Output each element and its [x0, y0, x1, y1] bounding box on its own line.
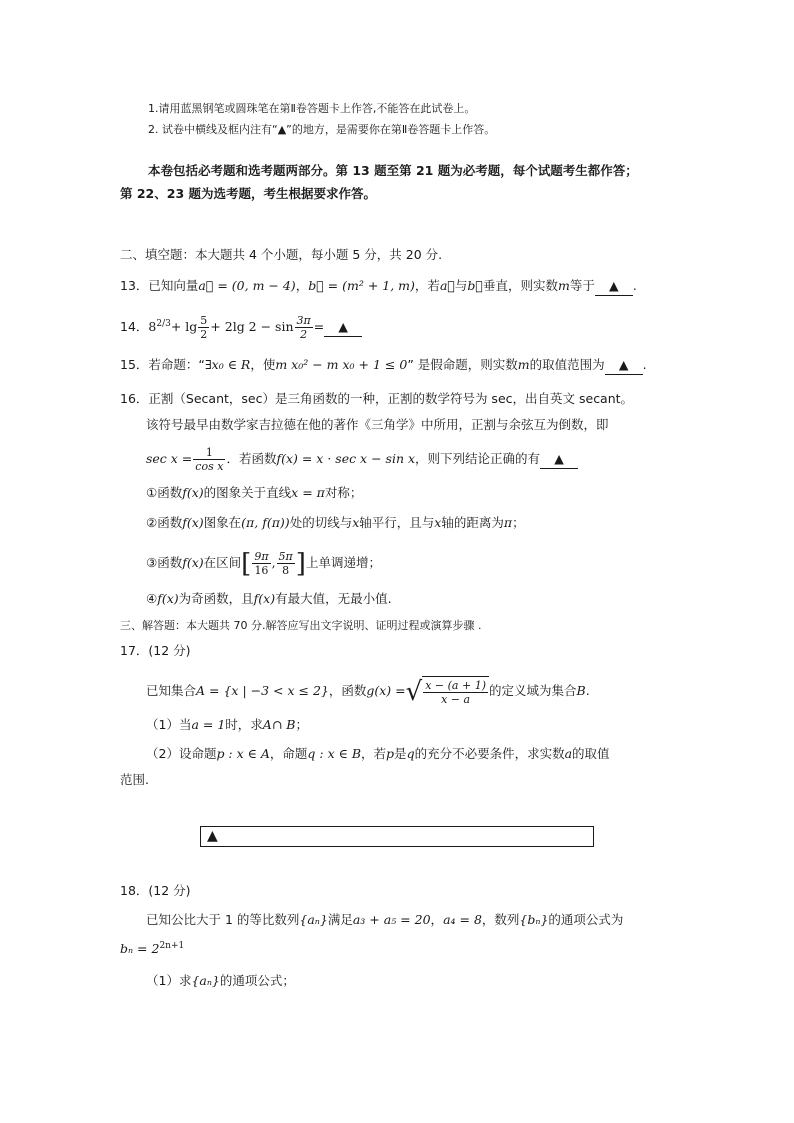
- q18-statement: [146, 911, 623, 929]
- q14-number: 14．: [120, 319, 149, 334]
- question-15: [120, 356, 647, 375]
- q14-text-2: + 2lg 2 − sin: [210, 319, 294, 334]
- intro-line-2: 第 22、23 题为选考题，考生根据要求作答。: [120, 186, 376, 201]
- q14-exponent: 2/3: [156, 318, 171, 329]
- q13-end: .: [632, 278, 637, 293]
- q18-bn-base: bₙ = 2: [120, 941, 160, 956]
- q17-set-a: A = {x | −3 < x ≤ 2}: [196, 683, 329, 698]
- q18-text-3: ，数列: [481, 912, 520, 927]
- q17-sqrt: √ $\frac{x - (a + 1)}{x - a}$: [406, 676, 489, 707]
- q17-heading: 17．(12 分): [120, 643, 191, 658]
- q16-number: 16．: [120, 391, 149, 406]
- q18-bn-formula: [120, 940, 184, 958]
- q14-base: 8: [148, 319, 157, 334]
- q14-fraction-1: $\frac{5}{2}$: [200, 314, 208, 341]
- q16-line-1-text: 正割（Secant，sec）是三角函数的一种，正割的数学符号为 sec，出自英文 secant。: [148, 391, 634, 406]
- note-2: 2. 试卷中横线及框内注有“▲”的地方，是需要你在第Ⅱ卷答题卡上作答。: [148, 123, 496, 136]
- q16-opt4-text-2: 有最大值，无最小值.: [275, 591, 392, 606]
- q13-text-4: 与: [454, 278, 468, 293]
- q13-answer-blank[interactable]: ▲: [595, 277, 633, 296]
- question-14: [120, 314, 362, 341]
- q18-p1-sequence: {aₙ}: [191, 973, 220, 988]
- q16-opt2-text-2: 处的切线与: [289, 515, 353, 530]
- answer-box[interactable]: [200, 826, 594, 847]
- q17-p2-text-1: ，命题: [269, 746, 308, 761]
- q17-text-1: 已知集合: [146, 683, 197, 698]
- q16-opt3-f: f(x): [182, 555, 204, 570]
- q17-p2-prop-p: p : x ∈ A: [216, 746, 270, 761]
- q16-text-2: ，则下列结论正确的有: [415, 451, 541, 466]
- q18-sep: ，: [430, 912, 444, 927]
- q16-option-1: [146, 484, 362, 502]
- q17-p2-text-3: 是: [394, 746, 407, 761]
- q16-opt3-fraction-1: $\frac{9\pi}{16}$: [254, 550, 269, 577]
- q17-set-b: B: [576, 683, 586, 698]
- q15-expr-2: m x₀² − m x₀ + 1 ≤ 0: [275, 357, 408, 372]
- q16-opt1-f: f(x): [182, 485, 204, 500]
- q16-line-2: 该符号最早由数学家吉拉德在他的著作《三角学》中所用，正割与余弦互为倒数，即: [146, 417, 609, 432]
- q18-eq-1: a₃ + a₅ = 20: [352, 912, 431, 927]
- q16-opt2-f: f(x): [182, 515, 204, 530]
- q17-p2-text-4: 的充分不必要条件，求实数: [414, 746, 565, 761]
- q18-sequence-b: {bₙ}: [519, 912, 549, 927]
- q17-text-2: ，函数: [328, 683, 367, 698]
- q16-opt2-x: x: [352, 515, 360, 530]
- q17-p2-q: q: [406, 746, 415, 761]
- q16-opt3-label: ③函数: [146, 555, 183, 570]
- q18-p1-text: 的通项公式；: [219, 973, 295, 988]
- q13-b: b⃗: [467, 278, 483, 293]
- q13-number: 13．: [120, 278, 149, 293]
- question-16-line-1: [120, 390, 633, 408]
- q16-opt1-label: ①函数: [146, 485, 183, 500]
- q14-answer-blank[interactable]: ▲: [324, 318, 362, 337]
- q16-opt2-x2: x: [434, 515, 442, 530]
- q18-p1-label: （1）求: [146, 973, 192, 988]
- q16-answer-blank[interactable]: ▲: [540, 450, 578, 469]
- q16-opt3-bracket-right: ]: [295, 548, 306, 579]
- q15-text-3: ” 是假命题，则实数: [407, 357, 518, 372]
- q17-p1-expr: a = 1: [191, 717, 226, 732]
- q16-opt3-fraction-2: $\frac{5\pi}{8}$: [278, 550, 293, 577]
- q16-opt4-f: f(x): [157, 591, 179, 606]
- q16-option-4: [146, 590, 392, 608]
- q13-a: a⃗: [439, 278, 455, 293]
- q16-opt4-label: ④: [146, 591, 158, 606]
- q17-part-2-line-2: 范围.: [120, 772, 149, 787]
- q15-m: m: [517, 357, 530, 372]
- q15-text-2: ，使: [250, 357, 276, 372]
- q13-text-1: 已知向量: [148, 278, 199, 293]
- q17-part-2: [146, 745, 610, 763]
- q17-p2-text-2: ，若: [361, 746, 387, 761]
- q16-opt3-text: 在区间: [203, 555, 242, 570]
- q16-opt4-text-1: 为奇函数，且: [178, 591, 254, 606]
- q13-text-8: 等于: [569, 278, 595, 293]
- q15-answer-blank[interactable]: ▲: [605, 356, 643, 375]
- q15-expr-1: ∃x₀ ∈ R: [204, 357, 251, 372]
- q18-text-2: 满足: [327, 912, 353, 927]
- q14-text-1: + lg: [170, 319, 198, 334]
- q15-number: 15．: [120, 357, 149, 372]
- section-3-title: 三、解答题：本大题共 70 分.解答应写出文字说明、证明过程或演算步骤 .: [120, 619, 482, 632]
- q15-text-1: 若命题：“: [148, 357, 205, 372]
- q18-text-1: 已知公比大于 1 的等比数列: [146, 912, 300, 927]
- q16-opt2-text-4: 轴的距离为: [441, 515, 504, 530]
- q18-text-4: 的通项公式为: [548, 912, 624, 927]
- q18-sequence-a: {aₙ}: [299, 912, 328, 927]
- section-2-title: 二、填空题：本大题共 4 个小题，每小题 5 分，共 20 分.: [120, 247, 443, 262]
- q17-p1-text: 时，求: [225, 717, 263, 732]
- q13-sep: ，: [295, 278, 309, 293]
- q13-text-2: ，若: [414, 278, 440, 293]
- q16-opt2-point: (π, f(π)): [241, 515, 290, 530]
- q17-g-lhs: g(x) =: [366, 683, 406, 698]
- q16-opt2-pi: π: [503, 515, 513, 530]
- q18-bn-exponent: 2n+1: [159, 940, 185, 951]
- q17-p1-end: ；: [295, 717, 308, 732]
- q16-sec-lhs: sec x =: [146, 451, 193, 466]
- q15-end: .: [642, 357, 647, 372]
- q17-part-1: [146, 716, 308, 734]
- q16-function: f(x) = x · sec x − sin x: [276, 451, 416, 466]
- q16-text-1: ．若函数: [226, 451, 277, 466]
- q16-opt2-label: ②函数: [146, 515, 183, 530]
- q16-line-3: [146, 446, 578, 473]
- q18-eq-2: a₄ = 8: [443, 912, 482, 927]
- q16-opt1-line: x = π: [291, 485, 325, 500]
- q17-p2-text-5: 的取值: [572, 746, 610, 761]
- q16-opt3-end: 上单调递增；: [305, 555, 381, 570]
- q18-part-1: [146, 972, 295, 990]
- q16-opt3-bracket-left: [: [241, 548, 252, 579]
- q16-option-2: [146, 514, 525, 532]
- q13-m: m: [557, 278, 570, 293]
- q17-p1-label: （1）当: [146, 717, 192, 732]
- q16-opt1-end: 对称；: [324, 485, 363, 500]
- q17-p1-intersection: A∩ B: [262, 717, 296, 732]
- q16-opt3-comma: ,: [271, 555, 276, 570]
- q17-text-3-end: .: [585, 683, 590, 698]
- q17-p2-a: a: [564, 746, 573, 761]
- q17-statement: [146, 676, 590, 707]
- q17-text-3: 的定义域为集合: [488, 683, 577, 698]
- q14-equals: =: [313, 319, 325, 334]
- q13-vector-b: b⃗ = (m² + 1, m): [308, 278, 415, 293]
- answer-box-mark: ▲: [207, 828, 218, 844]
- q18-heading: 18．(12 分): [120, 883, 191, 898]
- q16-sec-fraction: $\frac{1}{\text{cos x}}$: [195, 446, 224, 473]
- q16-opt1-text: 的图象关于直线: [203, 485, 292, 500]
- q16-opt4-f2: f(x): [253, 591, 276, 606]
- q16-opt2-text-3: 轴平行，且与: [359, 515, 435, 530]
- q13-vector-a: a⃗ = (0, m − 4): [198, 278, 296, 293]
- note-1: 1.请用蓝黑钢笔或圆珠笔在第Ⅱ卷答题卡上作答,不能答在此试卷上。: [148, 102, 476, 115]
- q17-p2-prop-q: q : x ∈ B: [307, 746, 362, 761]
- q17-p2-label: （2）设命题: [146, 746, 217, 761]
- q13-text-6: 垂直，则实数: [482, 278, 558, 293]
- q16-opt2-end: ；: [512, 515, 525, 530]
- question-13: [120, 277, 637, 296]
- q16-option-3: [146, 548, 381, 578]
- intro-line-1: 本卷包括必考题和选考题两部分。第 13 题至第 21 题为必考题，每个试题考生都作答；: [148, 163, 638, 178]
- q15-text-4: 的取值范围为: [529, 357, 605, 372]
- q17-p2-p: p: [386, 746, 395, 761]
- q16-opt2-text-1: 图象在: [203, 515, 242, 530]
- q14-fraction-2: $\frac{3\pi}{2}$: [296, 314, 311, 341]
